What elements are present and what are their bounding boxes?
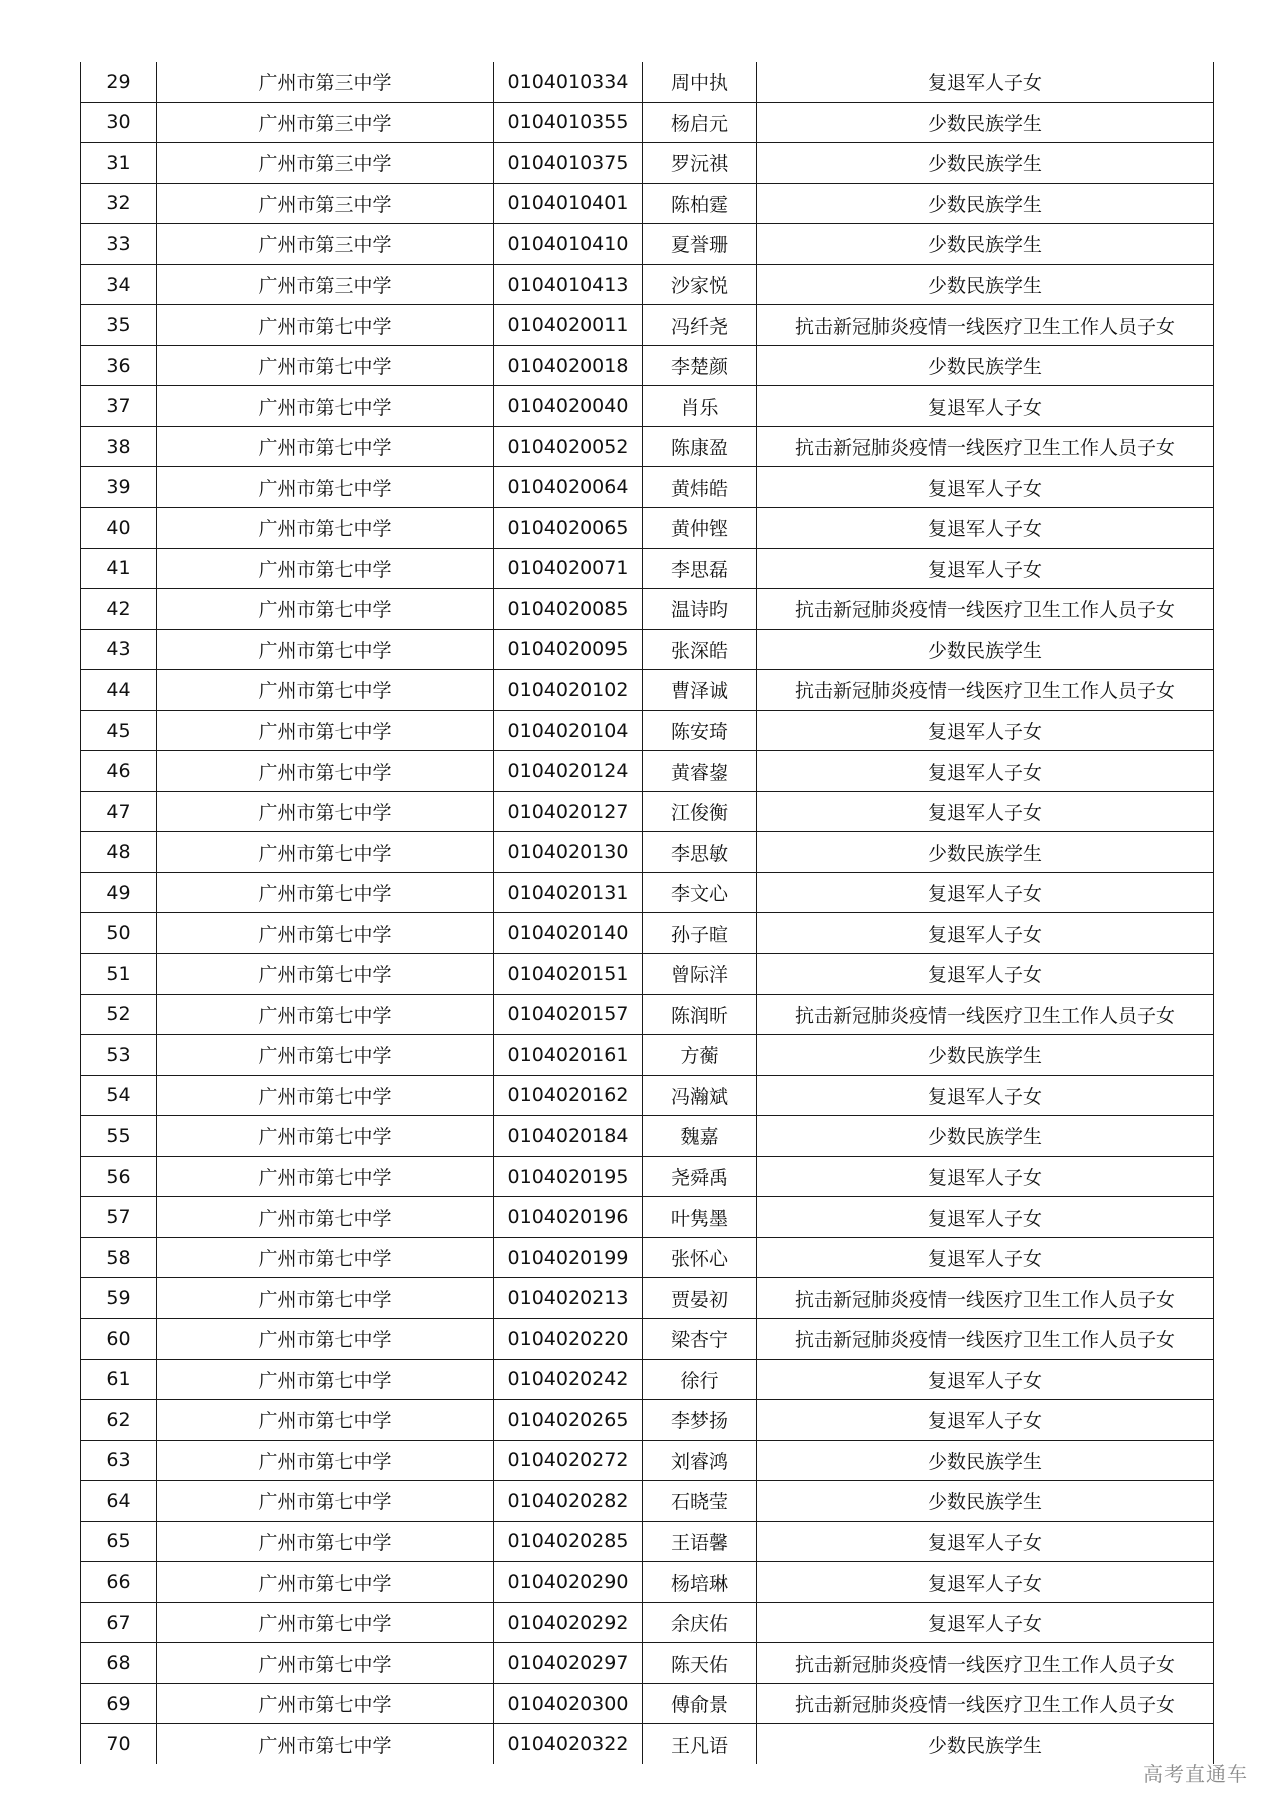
- row-number-cell: 49: [81, 872, 157, 913]
- school-name-cell: 广州市第三中学: [157, 264, 494, 305]
- student-name-cell: 黄仲铿: [643, 508, 757, 549]
- row-number-cell: 42: [81, 589, 157, 630]
- eligibility-category-cell: 复退军人子女: [757, 872, 1214, 913]
- student-name-cell: 李梦扬: [643, 1400, 757, 1441]
- eligibility-category-cell: 复退军人子女: [757, 1521, 1214, 1562]
- row-number-cell: 34: [81, 264, 157, 305]
- row-number-cell: 41: [81, 548, 157, 589]
- eligibility-category-cell: 复退军人子女: [757, 751, 1214, 792]
- candidate-id-cell: 0104020127: [494, 791, 643, 832]
- eligibility-category-cell: 复退军人子女: [757, 1400, 1214, 1441]
- eligibility-category-cell: 复退军人子女: [757, 467, 1214, 508]
- table-row: [81, 1683, 1214, 1724]
- eligibility-category-cell: 抗击新冠肺炎疫情一线医疗卫生工作人员子女: [757, 305, 1214, 346]
- row-number-cell: 61: [81, 1359, 157, 1400]
- candidate-id-cell: 0104020102: [494, 670, 643, 711]
- student-name-cell: 刘睿鸿: [643, 1440, 757, 1481]
- eligibility-category-cell: 抗击新冠肺炎疫情一线医疗卫生工作人员子女: [757, 670, 1214, 711]
- student-name-cell: 贾晏初: [643, 1278, 757, 1319]
- candidate-id-cell: 0104020011: [494, 305, 643, 346]
- school-name-cell: 广州市第三中学: [157, 62, 494, 102]
- candidate-id-cell: 0104020064: [494, 467, 643, 508]
- candidate-id-cell: 0104020213: [494, 1278, 643, 1319]
- school-name-cell: 广州市第七中学: [157, 1643, 494, 1684]
- row-number-cell: 52: [81, 994, 157, 1035]
- row-number-cell: 46: [81, 751, 157, 792]
- candidate-id-cell: 0104020065: [494, 508, 643, 549]
- student-name-cell: 石晓莹: [643, 1481, 757, 1522]
- candidate-id-cell: 0104020040: [494, 386, 643, 427]
- table-row: [81, 954, 1214, 995]
- candidate-id-cell: 0104020300: [494, 1683, 643, 1724]
- student-name-cell: 尧舜禹: [643, 1156, 757, 1197]
- school-name-cell: 广州市第七中学: [157, 1724, 494, 1764]
- row-number-cell: 45: [81, 710, 157, 751]
- eligibility-category-cell: 少数民族学生: [757, 143, 1214, 184]
- student-name-cell: 李思敏: [643, 832, 757, 873]
- candidate-id-cell: 0104020220: [494, 1318, 643, 1359]
- eligibility-category-cell: 少数民族学生: [757, 1116, 1214, 1157]
- table-row: [81, 832, 1214, 873]
- eligibility-category-cell: 复退军人子女: [757, 791, 1214, 832]
- candidate-id-cell: 0104020161: [494, 1035, 643, 1076]
- table-row: [81, 224, 1214, 265]
- eligibility-category-cell: 复退军人子女: [757, 1602, 1214, 1643]
- school-name-cell: 广州市第七中学: [157, 426, 494, 467]
- candidate-id-cell: 0104020157: [494, 994, 643, 1035]
- school-name-cell: 广州市第七中学: [157, 913, 494, 954]
- table-row: [81, 751, 1214, 792]
- candidate-id-cell: 0104020124: [494, 751, 643, 792]
- row-number-cell: 44: [81, 670, 157, 711]
- table-row: [81, 143, 1214, 184]
- row-number-cell: 54: [81, 1075, 157, 1116]
- candidate-id-cell: 0104010410: [494, 224, 643, 265]
- school-name-cell: 广州市第七中学: [157, 1237, 494, 1278]
- eligibility-category-cell: 复退军人子女: [757, 1562, 1214, 1603]
- eligibility-category-cell: 复退军人子女: [757, 1075, 1214, 1116]
- school-name-cell: 广州市第七中学: [157, 670, 494, 711]
- row-number-cell: 60: [81, 1318, 157, 1359]
- student-name-cell: 李文心: [643, 872, 757, 913]
- row-number-cell: 67: [81, 1602, 157, 1643]
- student-name-cell: 魏嘉: [643, 1116, 757, 1157]
- table-row: [81, 508, 1214, 549]
- eligibility-category-cell: 复退军人子女: [757, 1156, 1214, 1197]
- eligibility-category-cell: 抗击新冠肺炎疫情一线医疗卫生工作人员子女: [757, 1643, 1214, 1684]
- school-name-cell: 广州市第三中学: [157, 102, 494, 143]
- row-number-cell: 43: [81, 629, 157, 670]
- candidate-id-cell: 0104020151: [494, 954, 643, 995]
- candidate-id-cell: 0104020131: [494, 872, 643, 913]
- student-name-cell: 陈润昕: [643, 994, 757, 1035]
- candidate-id-cell: 0104020322: [494, 1724, 643, 1764]
- school-name-cell: 广州市第七中学: [157, 1197, 494, 1238]
- school-name-cell: 广州市第七中学: [157, 345, 494, 386]
- school-name-cell: 广州市第七中学: [157, 751, 494, 792]
- student-name-cell: 余庆佑: [643, 1602, 757, 1643]
- table-row: [81, 305, 1214, 346]
- student-name-cell: 孙子暄: [643, 913, 757, 954]
- school-name-cell: 广州市第七中学: [157, 629, 494, 670]
- row-number-cell: 68: [81, 1643, 157, 1684]
- eligibility-category-cell: 少数民族学生: [757, 1440, 1214, 1481]
- table-row: [81, 913, 1214, 954]
- table-row: [81, 589, 1214, 630]
- row-number-cell: 56: [81, 1156, 157, 1197]
- table-row: [81, 1318, 1214, 1359]
- student-name-cell: 冯瀚斌: [643, 1075, 757, 1116]
- row-number-cell: 57: [81, 1197, 157, 1238]
- eligibility-category-cell: 复退军人子女: [757, 1197, 1214, 1238]
- eligibility-category-cell: 复退军人子女: [757, 913, 1214, 954]
- row-number-cell: 51: [81, 954, 157, 995]
- eligibility-category-cell: 复退军人子女: [757, 710, 1214, 751]
- row-number-cell: 33: [81, 224, 157, 265]
- candidate-id-cell: 0104020242: [494, 1359, 643, 1400]
- eligibility-category-cell: 少数民族学生: [757, 183, 1214, 224]
- candidate-id-cell: 0104020282: [494, 1481, 643, 1522]
- school-name-cell: 广州市第七中学: [157, 1075, 494, 1116]
- candidate-id-cell: 0104010375: [494, 143, 643, 184]
- student-name-cell: 温诗昀: [643, 589, 757, 630]
- table-row: [81, 1481, 1214, 1522]
- row-number-cell: 70: [81, 1724, 157, 1764]
- school-name-cell: 广州市第七中学: [157, 1359, 494, 1400]
- student-name-cell: 夏誉珊: [643, 224, 757, 265]
- candidate-id-cell: 0104020162: [494, 1075, 643, 1116]
- row-number-cell: 63: [81, 1440, 157, 1481]
- row-number-cell: 53: [81, 1035, 157, 1076]
- eligibility-category-cell: 复退军人子女: [757, 508, 1214, 549]
- table-row: [81, 1197, 1214, 1238]
- row-number-cell: 38: [81, 426, 157, 467]
- student-name-cell: 张深皓: [643, 629, 757, 670]
- school-name-cell: 广州市第七中学: [157, 1521, 494, 1562]
- student-name-cell: 黄睿鋆: [643, 751, 757, 792]
- student-name-cell: 江俊衡: [643, 791, 757, 832]
- candidate-id-cell: 0104020195: [494, 1156, 643, 1197]
- table-row: [81, 264, 1214, 305]
- candidate-id-cell: 0104020265: [494, 1400, 643, 1441]
- table-row: [81, 386, 1214, 427]
- table-row: [81, 1602, 1214, 1643]
- table-row: [81, 183, 1214, 224]
- eligibility-category-cell: 少数民族学生: [757, 224, 1214, 265]
- row-number-cell: 55: [81, 1116, 157, 1157]
- eligibility-category-cell: 少数民族学生: [757, 832, 1214, 873]
- student-name-cell: 肖乐: [643, 386, 757, 427]
- candidate-id-cell: 0104020095: [494, 629, 643, 670]
- table-row: [81, 629, 1214, 670]
- row-number-cell: 32: [81, 183, 157, 224]
- eligibility-category-cell: 复退军人子女: [757, 1359, 1214, 1400]
- eligibility-category-cell: 抗击新冠肺炎疫情一线医疗卫生工作人员子女: [757, 1278, 1214, 1319]
- candidate-id-cell: 0104020184: [494, 1116, 643, 1157]
- candidate-id-cell: 0104020285: [494, 1521, 643, 1562]
- school-name-cell: 广州市第七中学: [157, 548, 494, 589]
- school-name-cell: 广州市第七中学: [157, 710, 494, 751]
- eligibility-category-cell: 少数民族学生: [757, 629, 1214, 670]
- school-name-cell: 广州市第七中学: [157, 589, 494, 630]
- table-body: [81, 62, 1214, 1764]
- student-name-cell: 傅俞景: [643, 1683, 757, 1724]
- eligibility-category-cell: 复退军人子女: [757, 954, 1214, 995]
- table-row: [81, 548, 1214, 589]
- candidate-id-cell: 0104020018: [494, 345, 643, 386]
- candidate-id-cell: 0104020292: [494, 1602, 643, 1643]
- table-row: [81, 1440, 1214, 1481]
- table-row: [81, 1237, 1214, 1278]
- row-number-cell: 66: [81, 1562, 157, 1603]
- eligibility-category-cell: 抗击新冠肺炎疫情一线医疗卫生工作人员子女: [757, 994, 1214, 1035]
- student-name-cell: 杨启元: [643, 102, 757, 143]
- eligibility-category-cell: 少数民族学生: [757, 264, 1214, 305]
- table-row: [81, 710, 1214, 751]
- student-name-cell: 王语馨: [643, 1521, 757, 1562]
- table-row: [81, 994, 1214, 1035]
- table-row: [81, 1156, 1214, 1197]
- candidate-id-cell: 0104020071: [494, 548, 643, 589]
- row-number-cell: 40: [81, 508, 157, 549]
- school-name-cell: 广州市第七中学: [157, 386, 494, 427]
- table-row: [81, 345, 1214, 386]
- student-name-cell: 王凡语: [643, 1724, 757, 1764]
- table-row: [81, 1562, 1214, 1603]
- student-name-cell: 叶隽墨: [643, 1197, 757, 1238]
- student-name-cell: 张怀心: [643, 1237, 757, 1278]
- school-name-cell: 广州市第七中学: [157, 872, 494, 913]
- student-name-cell: 陈安琦: [643, 710, 757, 751]
- eligibility-category-cell: 复退军人子女: [757, 1237, 1214, 1278]
- student-name-cell: 方蘅: [643, 1035, 757, 1076]
- school-name-cell: 广州市第七中学: [157, 508, 494, 549]
- eligibility-category-cell: 抗击新冠肺炎疫情一线医疗卫生工作人员子女: [757, 426, 1214, 467]
- candidate-id-cell: 0104020130: [494, 832, 643, 873]
- table-row: [81, 791, 1214, 832]
- row-number-cell: 50: [81, 913, 157, 954]
- table-row: [81, 1278, 1214, 1319]
- school-name-cell: 广州市第七中学: [157, 1481, 494, 1522]
- eligibility-category-cell: 少数民族学生: [757, 1035, 1214, 1076]
- school-name-cell: 广州市第七中学: [157, 791, 494, 832]
- student-name-cell: 李思磊: [643, 548, 757, 589]
- school-name-cell: 广州市第三中学: [157, 183, 494, 224]
- school-name-cell: 广州市第七中学: [157, 1156, 494, 1197]
- watermark-text: 高考直通车: [1143, 1762, 1248, 1786]
- candidate-id-cell: 0104010355: [494, 102, 643, 143]
- row-number-cell: 37: [81, 386, 157, 427]
- table-row: [81, 1116, 1214, 1157]
- row-number-cell: 64: [81, 1481, 157, 1522]
- candidate-id-cell: 0104020104: [494, 710, 643, 751]
- school-name-cell: 广州市第三中学: [157, 143, 494, 184]
- table-row: [81, 102, 1214, 143]
- student-name-cell: 曾际洋: [643, 954, 757, 995]
- eligibility-category-cell: 复退军人子女: [757, 386, 1214, 427]
- school-name-cell: 广州市第七中学: [157, 305, 494, 346]
- table-row: [81, 1359, 1214, 1400]
- school-name-cell: 广州市第七中学: [157, 1400, 494, 1441]
- school-name-cell: 广州市第七中学: [157, 467, 494, 508]
- candidate-id-cell: 0104010334: [494, 62, 643, 102]
- row-number-cell: 62: [81, 1400, 157, 1441]
- eligibility-category-cell: 抗击新冠肺炎疫情一线医疗卫生工作人员子女: [757, 1683, 1214, 1724]
- row-number-cell: 47: [81, 791, 157, 832]
- row-number-cell: 31: [81, 143, 157, 184]
- table-row: [81, 1521, 1214, 1562]
- student-name-cell: 徐行: [643, 1359, 757, 1400]
- candidate-id-cell: 0104020297: [494, 1643, 643, 1684]
- candidate-id-cell: 0104020272: [494, 1440, 643, 1481]
- student-name-cell: 梁杏宁: [643, 1318, 757, 1359]
- student-name-cell: 周中执: [643, 62, 757, 102]
- student-name-cell: 陈天佑: [643, 1643, 757, 1684]
- candidate-id-cell: 0104020140: [494, 913, 643, 954]
- candidate-id-cell: 0104020199: [494, 1237, 643, 1278]
- table-row: [81, 1035, 1214, 1076]
- school-name-cell: 广州市第三中学: [157, 224, 494, 265]
- school-name-cell: 广州市第七中学: [157, 1318, 494, 1359]
- table-row: [81, 1643, 1214, 1684]
- student-name-cell: 黄炜皓: [643, 467, 757, 508]
- eligibility-category-cell: 少数民族学生: [757, 345, 1214, 386]
- table-row: [81, 62, 1214, 102]
- school-name-cell: 广州市第七中学: [157, 1440, 494, 1481]
- table-row: [81, 670, 1214, 711]
- student-name-cell: 陈柏霆: [643, 183, 757, 224]
- school-name-cell: 广州市第七中学: [157, 1116, 494, 1157]
- table-row: [81, 1724, 1214, 1764]
- school-name-cell: 广州市第七中学: [157, 994, 494, 1035]
- table-row: [81, 872, 1214, 913]
- eligibility-category-cell: 少数民族学生: [757, 1481, 1214, 1522]
- student-name-cell: 李楚颜: [643, 345, 757, 386]
- school-name-cell: 广州市第七中学: [157, 1035, 494, 1076]
- row-number-cell: 35: [81, 305, 157, 346]
- row-number-cell: 48: [81, 832, 157, 873]
- school-name-cell: 广州市第七中学: [157, 1602, 494, 1643]
- table-row: [81, 1400, 1214, 1441]
- table-row: [81, 467, 1214, 508]
- candidate-id-cell: 0104010413: [494, 264, 643, 305]
- row-number-cell: 58: [81, 1237, 157, 1278]
- row-number-cell: 69: [81, 1683, 157, 1724]
- row-number-cell: 29: [81, 62, 157, 102]
- row-number-cell: 30: [81, 102, 157, 143]
- candidate-id-cell: 0104010401: [494, 183, 643, 224]
- table-row: [81, 1075, 1214, 1116]
- eligibility-category-cell: 抗击新冠肺炎疫情一线医疗卫生工作人员子女: [757, 1318, 1214, 1359]
- school-name-cell: 广州市第七中学: [157, 1562, 494, 1603]
- row-number-cell: 36: [81, 345, 157, 386]
- row-number-cell: 59: [81, 1278, 157, 1319]
- row-number-cell: 39: [81, 467, 157, 508]
- candidate-id-cell: 0104020052: [494, 426, 643, 467]
- eligibility-category-cell: 少数民族学生: [757, 1724, 1214, 1764]
- school-name-cell: 广州市第七中学: [157, 1683, 494, 1724]
- school-name-cell: 广州市第七中学: [157, 1278, 494, 1319]
- school-name-cell: 广州市第七中学: [157, 832, 494, 873]
- row-number-cell: 65: [81, 1521, 157, 1562]
- candidate-id-cell: 0104020196: [494, 1197, 643, 1238]
- candidate-id-cell: 0104020290: [494, 1562, 643, 1603]
- student-name-cell: 冯纤尧: [643, 305, 757, 346]
- eligibility-category-cell: 复退军人子女: [757, 548, 1214, 589]
- student-name-cell: 杨培琳: [643, 1562, 757, 1603]
- table-row: [81, 426, 1214, 467]
- eligibility-category-cell: 复退军人子女: [757, 62, 1214, 102]
- student-name-cell: 沙家悦: [643, 264, 757, 305]
- student-name-cell: 陈康盈: [643, 426, 757, 467]
- admission-list-table: [80, 62, 1214, 1764]
- candidate-id-cell: 0104020085: [494, 589, 643, 630]
- school-name-cell: 广州市第七中学: [157, 954, 494, 995]
- eligibility-category-cell: 抗击新冠肺炎疫情一线医疗卫生工作人员子女: [757, 589, 1214, 630]
- eligibility-category-cell: 少数民族学生: [757, 102, 1214, 143]
- student-name-cell: 罗沅祺: [643, 143, 757, 184]
- student-name-cell: 曹泽诚: [643, 670, 757, 711]
